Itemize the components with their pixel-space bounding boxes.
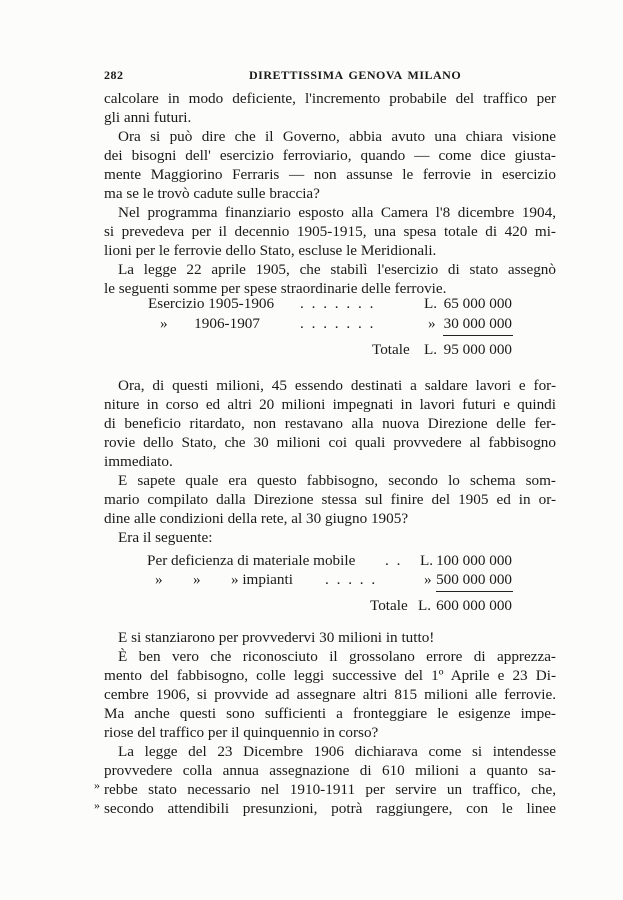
text-line: calcolare in modo deficiente, l'incremento probabile del traffico per [104, 90, 556, 107]
text-line: rebbe stato necessario nel 1910-1911 per servire un traffico, che, [104, 781, 556, 798]
page-number: 282 [104, 68, 124, 82]
table1-total-currency: L. [424, 341, 438, 358]
table2-row-dots: . . . . . [325, 571, 378, 588]
table2-total-amount: 600 000 000 [436, 597, 512, 614]
table2-total-label: Totale [370, 597, 408, 614]
table1-total-label: Totale [372, 341, 410, 358]
table2-row-label: Per deficienza di materiale mobile [147, 552, 356, 569]
text-line: di beneficio ritardato, non restavano alla nuova Direzione delle fer- [104, 415, 556, 432]
table2-total-currency: L. [418, 597, 432, 614]
table2-row-currency: » [424, 571, 432, 588]
table2-row-dots: . . [385, 552, 403, 569]
text-line: E sapete quale era questo fabbisogno, secondo lo schema som- [118, 472, 556, 489]
table2-sum-rule [436, 591, 513, 592]
text-line: mento del fabbisogno, colle leggi successive del 1º Aprile e 23 Di- [104, 667, 556, 684]
table1-row-label: » 1906-1907 [160, 315, 260, 332]
margin-quote-mark: » [94, 798, 100, 812]
text-line: ma se le trovò cadute sulle braccia? [104, 185, 320, 202]
table1-row-dots: . . . . . . . [300, 315, 376, 332]
text-line: mario compilato dalla Direzione stessa sul finire del 1905 ed in or- [104, 491, 556, 508]
running-title: DIRETTISSIMA GENOVA MILANO [249, 68, 462, 82]
table1-row-amount: 30 000 000 [443, 315, 512, 332]
table2-row-amount: 500 000 000 [436, 571, 512, 588]
text-line: le seguenti somme per spese straordinarie delle ferrovie. [104, 280, 447, 297]
table2-row-label: » » » impianti [155, 571, 293, 588]
table1-row-currency: L. [424, 295, 438, 312]
text-line: lioni per le ferrovie dello Stato, escluse le Meridionali. [104, 242, 437, 259]
text-line: E si stanziarono per provvedervi 30 milioni in tutto! [118, 629, 435, 646]
text-line: Ma anche questi sono sufficienti a fronteggiare le esigenze impe- [104, 705, 556, 722]
text-line: mente Maggiorino Ferraris — non assunse le ferrovie in esercizio [104, 166, 556, 183]
text-line: Ora, di questi milioni, 45 essendo destinati a saldare lavori e for- [118, 377, 556, 394]
text-line: dei bisogni dell' esercizio ferroviario, quando — come dice giusta- [104, 147, 556, 164]
text-line: cembre 1906, si provvide ad assegnare altri 815 milioni alle ferrovie. [104, 686, 556, 703]
margin-quote-mark: » [94, 778, 100, 792]
text-line: rovie dello Stato, che 30 milioni coi quali provvedere al fabbisogno [104, 434, 556, 451]
text-line: riose del traffico per il quinquennio in corso? [104, 724, 379, 741]
text-line: È ben vero che riconosciuto il grossolano errore di apprezza- [118, 648, 556, 665]
text-line: Ora si può dire che il Governo, abbia avuto una chiara visione [118, 128, 556, 145]
table2-row-amount: 100 000 000 [436, 552, 512, 569]
text-line: si prevedeva per il decennio 1905-1915, una spesa totale di 420 mi- [104, 223, 556, 240]
text-line: secondo attendibili presunzioni, potrà raggiungere, con le linee [104, 800, 556, 817]
table1-row-amount: 65 000 000 [443, 295, 512, 312]
table1-row-label: Esercizio 1905-1906 [148, 295, 275, 312]
text-line: Nel programma finanziario esposto alla Camera l'8 dicembre 1904, [118, 204, 556, 221]
text-line: La legge del 23 Dicembre 1906 dichiarava come si intendesse [118, 743, 556, 760]
text-line: niture in corso ed altri 20 milioni impegnati in lavori futuri e quindi [104, 396, 556, 413]
text-line: gli anni futuri. [104, 109, 192, 126]
table1-sum-rule [443, 335, 513, 336]
table1-row-currency: » [428, 315, 436, 332]
running-header [104, 68, 556, 86]
table1-row-dots: . . . . . . . [300, 295, 376, 312]
text-line: provvedere colla annua assegnazione di 610 milioni a quanto sa- [104, 762, 556, 779]
text-line: immediato. [104, 453, 173, 470]
text-line: dine alle condizioni della rete, al 30 giugno 1905? [104, 510, 409, 527]
table2-row-currency: L. [420, 552, 434, 569]
table1-total-amount: 95 000 000 [443, 341, 512, 358]
text-line: La legge 22 aprile 1905, che stabilì l'esercizio di stato assegnò [118, 261, 556, 278]
text-line: Era il seguente: [118, 529, 213, 546]
